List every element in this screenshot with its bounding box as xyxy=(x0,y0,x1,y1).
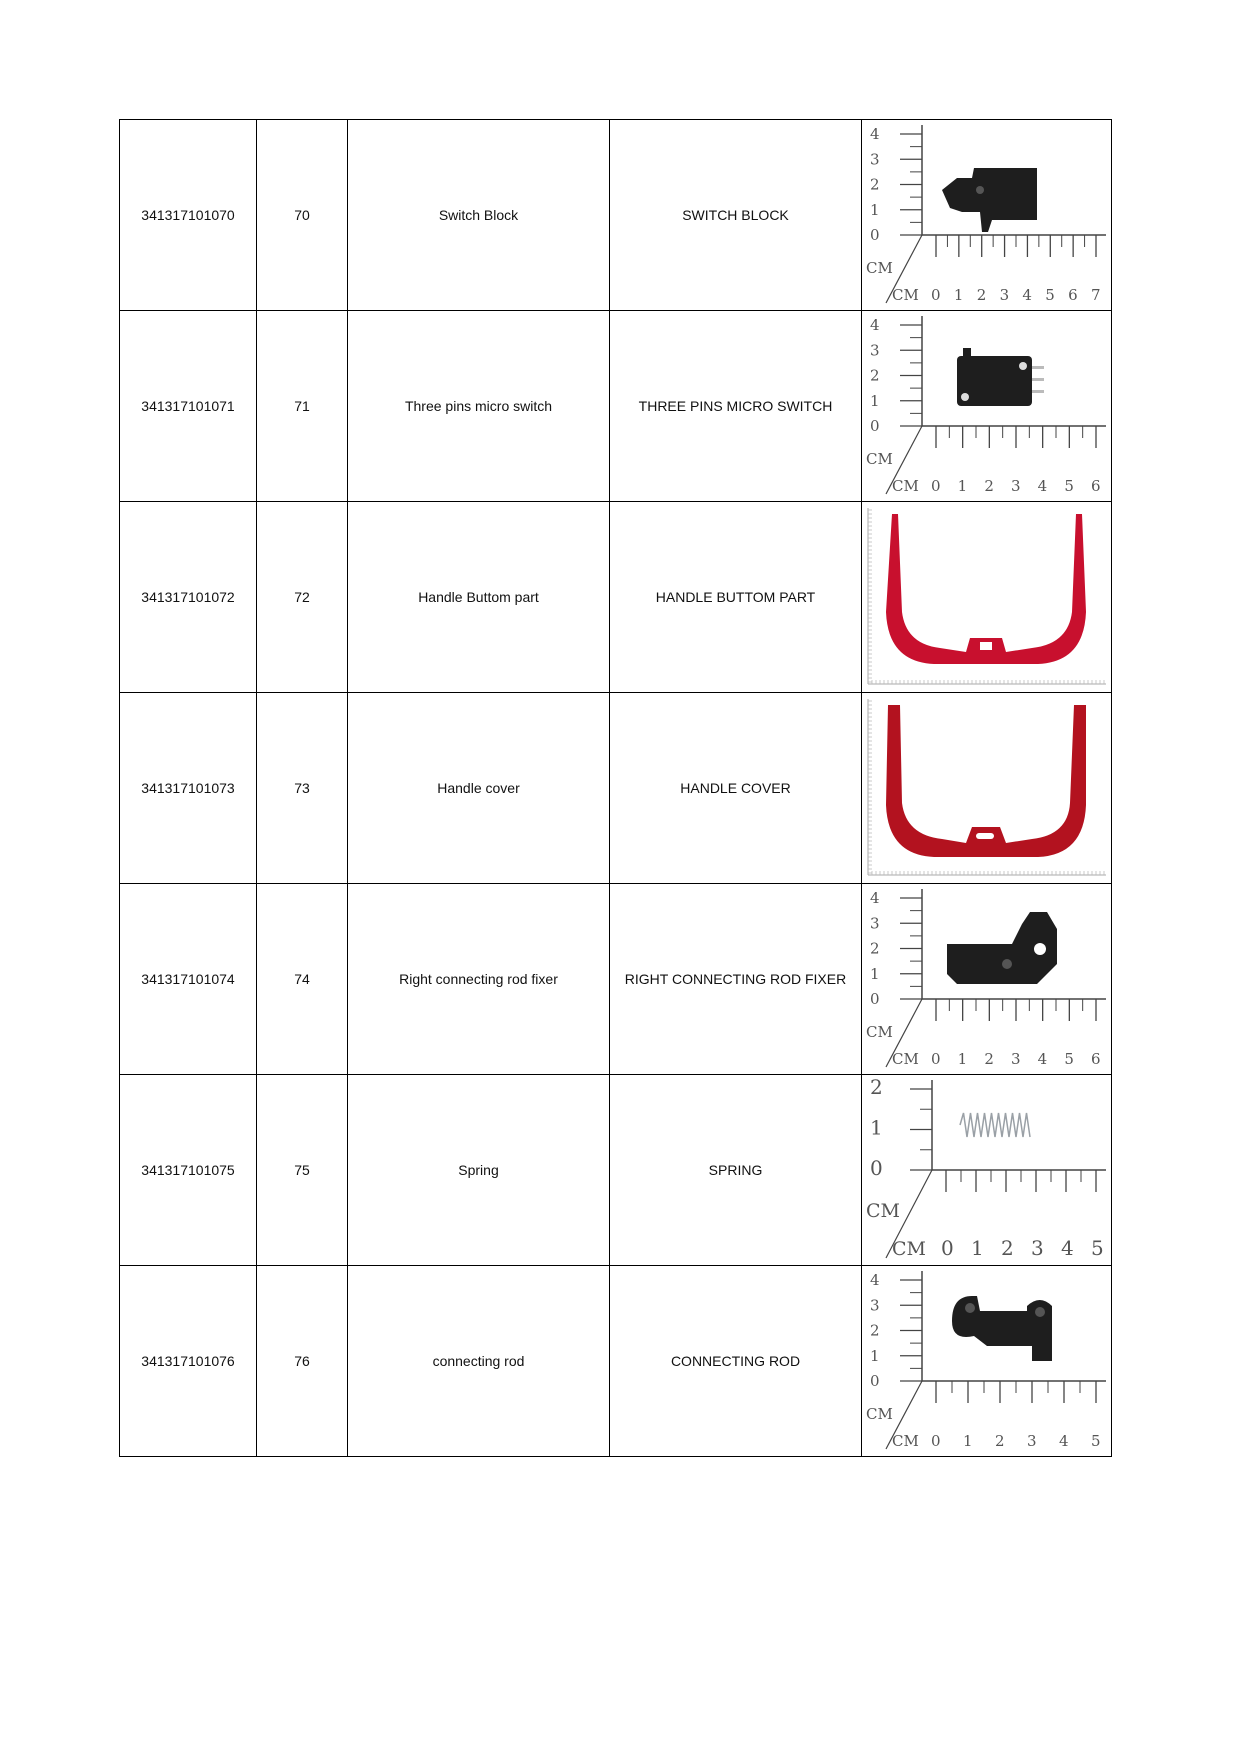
part-code: 341317101076 xyxy=(120,1266,257,1457)
ruler-label: 3 xyxy=(999,286,1010,304)
position-number: 75 xyxy=(257,1075,348,1266)
part-name: Handle cover xyxy=(348,693,610,884)
part-detail xyxy=(976,833,994,839)
ruler-label: 4 xyxy=(1061,1236,1074,1260)
ruler-label: 2 xyxy=(870,939,880,958)
handle-bottom-photo xyxy=(862,502,1112,693)
ruler-label: 3 xyxy=(870,341,880,360)
parts-table xyxy=(119,119,1112,1457)
part-name: Switch Block xyxy=(348,120,610,311)
ruler-label: 4 xyxy=(870,1271,880,1289)
ruler-unit-label: CM xyxy=(892,1432,919,1450)
table-row xyxy=(120,502,1112,693)
part-code: 341317101072 xyxy=(120,502,257,693)
ruler-label: 6 xyxy=(1068,286,1078,304)
ruler-label: 0 xyxy=(870,990,880,1008)
part-detail xyxy=(1034,943,1046,955)
part-detail xyxy=(1002,959,1012,969)
ruler-unit-label: CM xyxy=(866,1023,893,1041)
product-photo xyxy=(862,1075,1110,1265)
micro-switch-button xyxy=(963,348,971,358)
ruler-label: 4 xyxy=(1022,286,1032,304)
ruler-label: 5 xyxy=(1064,477,1074,495)
ruler-unit-label: CM xyxy=(866,1405,893,1423)
connecting-rod-photo xyxy=(862,1266,1112,1457)
ruler-label: 5 xyxy=(1091,1432,1101,1450)
product-photo xyxy=(862,502,1110,692)
ruler-label: 2 xyxy=(1001,1236,1014,1260)
micro-switch-pin xyxy=(1032,378,1044,381)
switch-block-photo xyxy=(862,120,1112,311)
handle-cover-photo xyxy=(862,693,1112,884)
ruler-label: 2 xyxy=(995,1432,1005,1450)
ruler-label: 1 xyxy=(870,964,880,983)
part-name-upper: HANDLE COVER xyxy=(610,693,862,884)
rod-fixer-photo xyxy=(862,884,1112,1075)
ruler-label: 2 xyxy=(870,1321,880,1340)
table-row xyxy=(120,120,1112,311)
table-row xyxy=(120,1266,1112,1457)
ruler-unit-label: CM xyxy=(892,1238,926,1260)
ruler-label: 3 xyxy=(870,150,880,169)
micro-switch-photo xyxy=(862,311,1112,502)
ruler-label: 4 xyxy=(870,889,880,907)
part-name: Spring xyxy=(348,1075,610,1266)
ruler-label: 0 xyxy=(870,226,880,244)
ruler-label: 4 xyxy=(1037,1050,1048,1068)
part-name-upper: SWITCH BLOCK xyxy=(610,120,862,311)
ruler-label: 0 xyxy=(870,417,880,435)
ruler-label: 1 xyxy=(963,1432,973,1450)
ruler-label: 0 xyxy=(931,1432,941,1450)
part-code: 341317101070 xyxy=(120,120,257,311)
part-detail xyxy=(976,186,984,194)
ruler-label: 5 xyxy=(1064,1050,1074,1068)
part-name-upper: THREE PINS MICRO SWITCH xyxy=(610,311,862,502)
part-name: connecting rod xyxy=(348,1266,610,1457)
ruler-label: 4 xyxy=(870,316,880,334)
ruler-label: 4 xyxy=(1059,1432,1069,1450)
position-number: 71 xyxy=(257,311,348,502)
part-detail xyxy=(961,393,969,401)
ruler-label: 1 xyxy=(870,1115,883,1140)
ruler-label: 3 xyxy=(1011,477,1021,495)
product-photo xyxy=(862,884,1110,1074)
part-code: 341317101075 xyxy=(120,1075,257,1266)
part-name: Handle Buttom part xyxy=(348,502,610,693)
position-number: 72 xyxy=(257,502,348,693)
table-row xyxy=(120,693,1112,884)
position-number: 74 xyxy=(257,884,348,1075)
part-detail xyxy=(1035,1307,1045,1317)
ruler-label: 0 xyxy=(870,1156,883,1180)
ruler-label: 7 xyxy=(1091,286,1101,304)
position-number: 76 xyxy=(257,1266,348,1457)
ruler-label: 5 xyxy=(1091,1236,1104,1260)
part-code: 341317101074 xyxy=(120,884,257,1075)
ruler-label: 1 xyxy=(971,1236,984,1260)
ruler-label: 5 xyxy=(1045,286,1055,304)
ruler-unit-label: CM xyxy=(892,286,919,304)
ruler-label: 3 xyxy=(1027,1432,1037,1450)
ruler-label: 0 xyxy=(931,477,941,495)
ruler-label: 0 xyxy=(941,1236,954,1260)
part-name-upper: HANDLE BUTTOM PART xyxy=(610,502,862,693)
ruler-unit-label: CM xyxy=(866,259,893,277)
parts-table-body xyxy=(120,120,1112,1457)
table-row xyxy=(120,311,1112,502)
spring-photo xyxy=(862,1075,1112,1266)
part-name: Three pins micro switch xyxy=(348,311,610,502)
ruler-label: 1 xyxy=(957,1050,968,1068)
ruler-label: 1 xyxy=(870,200,880,219)
product-photo xyxy=(862,120,1110,310)
ruler-label: 2 xyxy=(984,477,994,495)
part-name: Right connecting rod fixer xyxy=(348,884,610,1075)
part-code: 341317101071 xyxy=(120,311,257,502)
ruler-unit-label: CM xyxy=(892,1050,919,1068)
ruler-unit-label: CM xyxy=(866,450,893,468)
product-photo xyxy=(862,1266,1110,1456)
ruler-label: 0 xyxy=(931,286,941,304)
product-photo xyxy=(862,311,1110,501)
ruler-unit-label: CM xyxy=(892,477,919,495)
part-name-upper: CONNECTING ROD xyxy=(610,1266,862,1457)
ruler-label: 6 xyxy=(1091,477,1101,495)
ruler-label: 3 xyxy=(1011,1050,1021,1068)
ruler-label: 0 xyxy=(870,1372,880,1390)
ruler-label: 3 xyxy=(870,914,880,933)
ruler-label: 0 xyxy=(931,1050,941,1068)
ruler-label: 1 xyxy=(953,286,964,304)
part-name-upper: RIGHT CONNECTING ROD FIXER xyxy=(610,884,862,1075)
part-name-upper: SPRING xyxy=(610,1075,862,1266)
part-detail xyxy=(1019,362,1027,370)
position-number: 73 xyxy=(257,693,348,884)
micro-switch-pin xyxy=(1032,366,1044,369)
ruler-label: 2 xyxy=(870,1075,883,1099)
ruler-label: 2 xyxy=(984,1050,994,1068)
ruler-label: 2 xyxy=(870,175,880,194)
part-detail xyxy=(980,642,992,650)
ruler-label: 2 xyxy=(976,286,987,304)
ruler-label: 6 xyxy=(1091,1050,1101,1068)
part-detail xyxy=(965,1303,975,1313)
ruler-unit-label: CM xyxy=(866,1200,900,1222)
ruler-label: 4 xyxy=(1037,477,1048,495)
ruler-label: 1 xyxy=(870,391,880,410)
ruler-label: 3 xyxy=(1031,1236,1044,1260)
ruler-label: 2 xyxy=(870,366,880,385)
table-row xyxy=(120,884,1112,1075)
ruler-label: 1 xyxy=(957,477,968,495)
ruler-label: 4 xyxy=(870,125,880,143)
table-row xyxy=(120,1075,1112,1266)
part-code: 341317101073 xyxy=(120,693,257,884)
position-number: 70 xyxy=(257,120,348,311)
photo-background xyxy=(862,1266,1110,1456)
micro-switch-pin xyxy=(1032,390,1044,393)
ruler-label: 3 xyxy=(870,1296,880,1315)
ruler-label: 1 xyxy=(870,1346,880,1365)
product-photo xyxy=(862,693,1110,883)
